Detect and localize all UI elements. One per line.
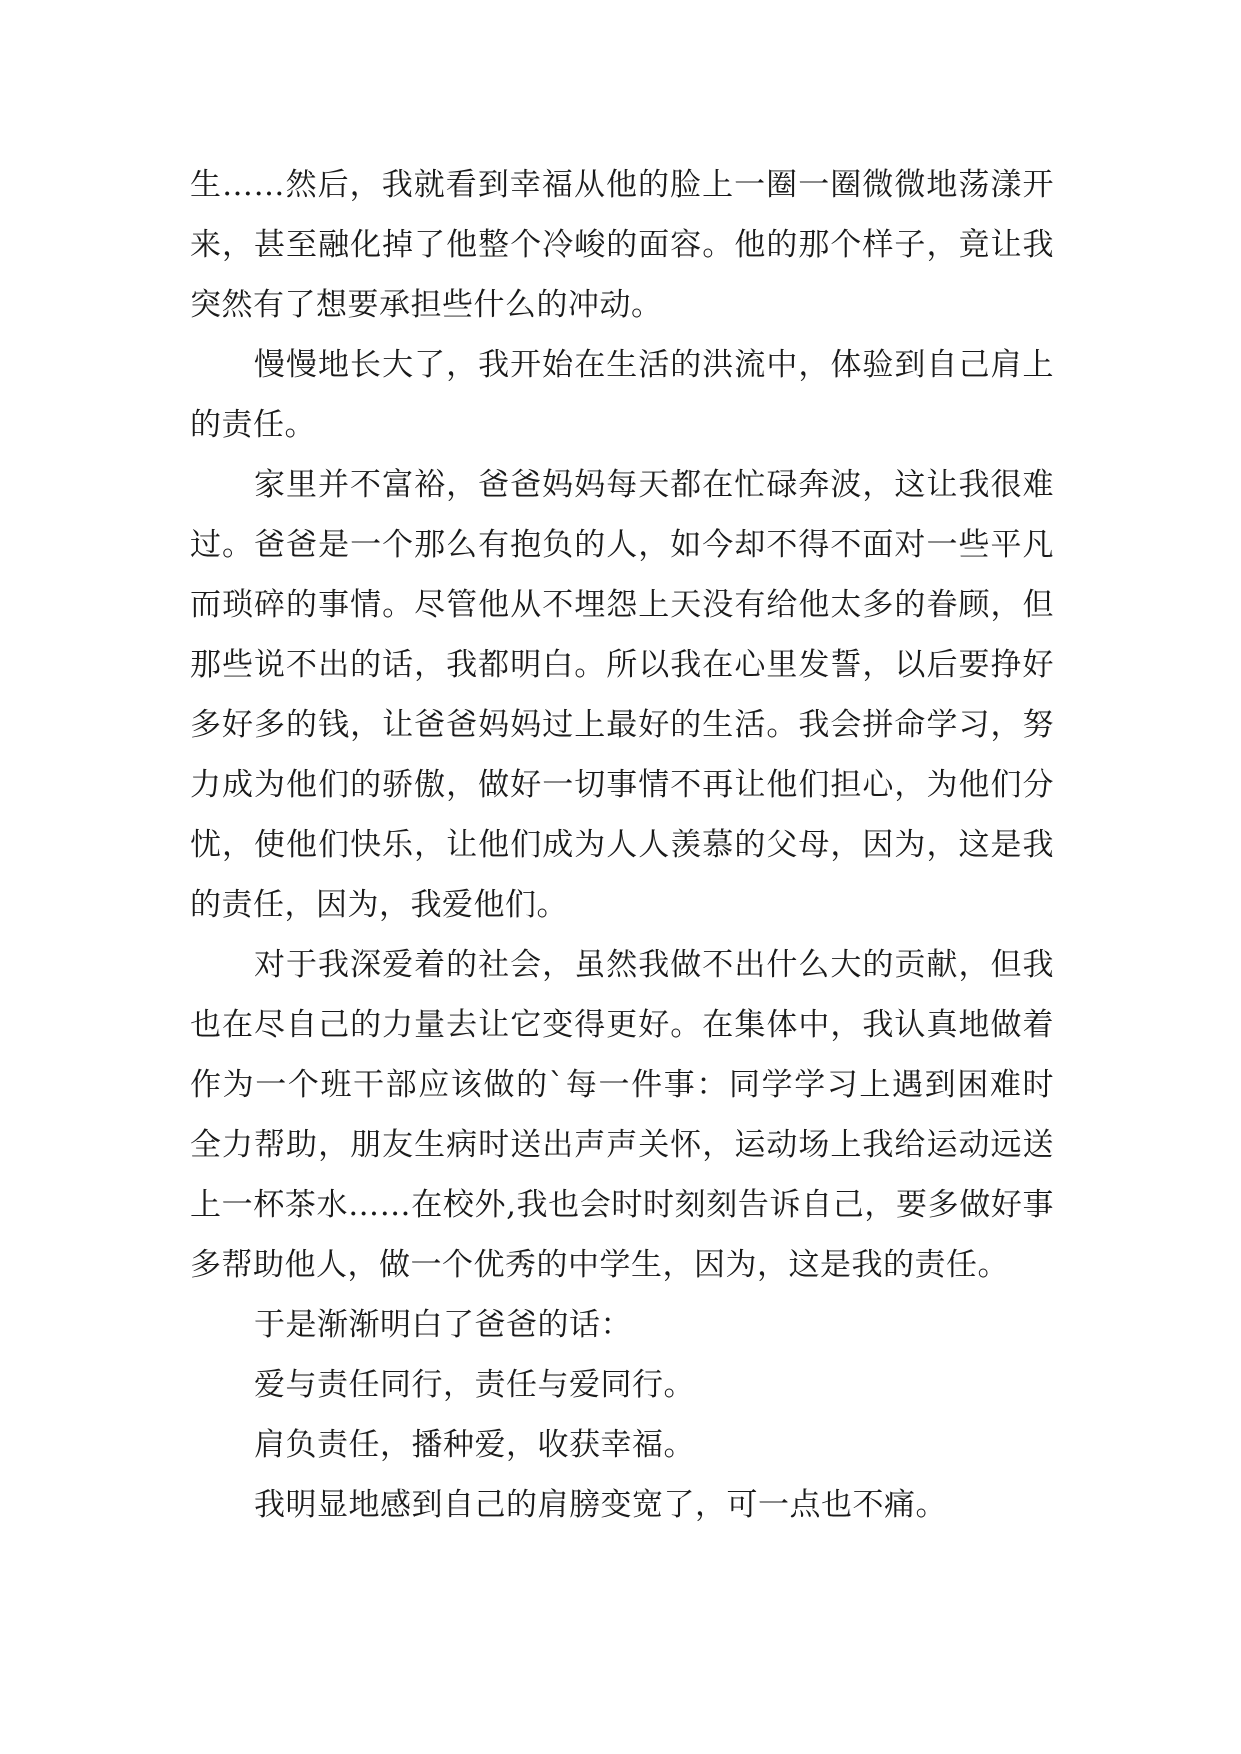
paragraph-4: 对于我深爱着的社会，虽然我做不出什么大的贡献，但我也在尽自己的力量去让它变得更好。在集体中，我认真地做着作为一个班干部应该做的`每一件事：同学学习上遇到困难时全力帮助，朋友生病时送出声声关怀，运动场上我给运动远送上一杯茶水……在校外,我也会时时刻刻告诉自己，要多做好事多帮助他人，做一个优秀的中学生，因为，这是我的责任。	[190, 947, 1054, 1283]
paragraph-2: 慢慢地长大了，我开始在生活的洪流中，体验到自己肩上的责任。	[190, 347, 1054, 443]
paragraph-6: 爱与责任同行，责任与爱同行。	[254, 1367, 695, 1403]
essay-body	[190, 155, 1054, 1535]
paragraph-5: 于是渐渐明白了爸爸的话：	[254, 1307, 632, 1343]
paragraph-1: 生……然后，我就看到幸福从他的脸上一圈一圈微微地荡漾开来，甚至融化掉了他整个冷峻的面容。他的那个样子，竟让我突然有了想要承担些什么的冲动。	[190, 167, 1054, 323]
paragraph-8: 我明显地感到自己的肩膀变宽了，可一点也不痛。	[254, 1487, 947, 1523]
paragraph-3: 家里并不富裕，爸爸妈妈每天都在忙碌奔波，这让我很难过。爸爸是一个那么有抱负的人，如今却不得不面对一些平凡而琐碎的事情。尽管他从不埋怨上天没有给他太多的眷顾，但那些说不出的话，我都明白。所以我在心里发誓，以后要挣好多好多的钱，让爸爸妈妈过上最好的生活。我会拼命学习，努力成为他们的骄傲，做好一切事情不再让他们担心，为他们分忧，使他们快乐，让他们成为人人羡慕的父母，因为，这是我的责任，因为，我爱他们。	[190, 467, 1054, 923]
paragraph-7: 肩负责任，播种爱，收获幸福。	[254, 1427, 695, 1463]
